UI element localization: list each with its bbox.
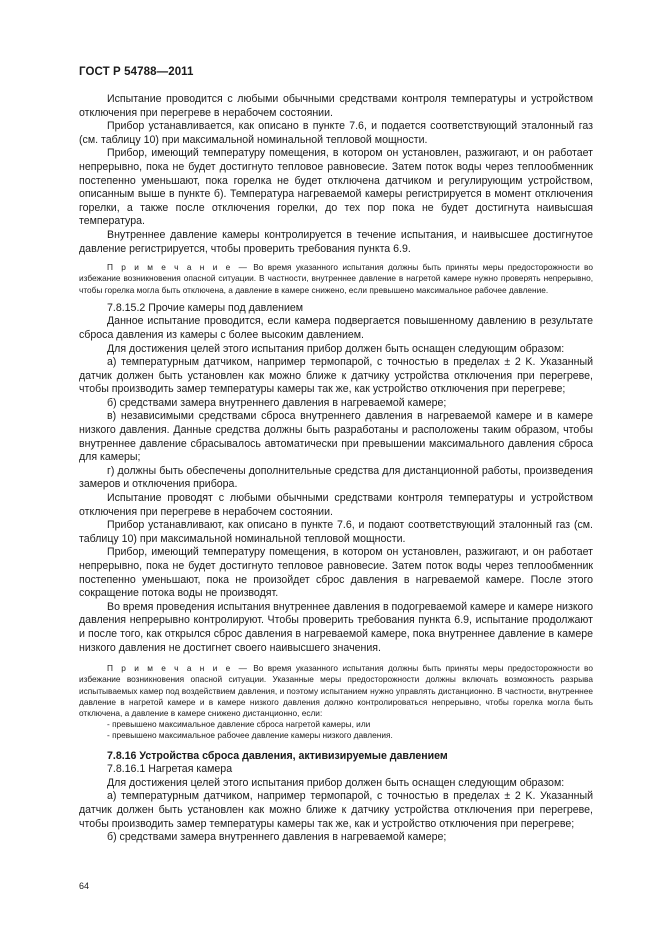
note-text: Во время указанного испытания должны быть приняты меры предосторожности во избежание возникновения опасной ситуации. Указанные меры предосторожности должны включать возможность разрыва испытываемых камер под воздействием давления, и поэтому испытанием нужно управлять дистанционно. В частности, внутреннее давление в нагретой камере и в камере низкого давления должно контролироваться непрерывно, чтобы горелка могла быть отключена, а давление в камере снижено дистанционно, если: <box>79 663 593 718</box>
note-text: Во время указанного испытания должны быть приняты меры предосторожности во избежание возникновения опасной ситуации. В частности, внутреннее давление в нагретой камере нужно проверять непрерывно, чтобы горелка могла быть отключена, а давление в камере снижено, если превышено максимальное рабочее давление. <box>79 262 593 295</box>
paragraph: Для достижения целей этого испытания прибор должен быть оснащен следующим образом: <box>107 776 565 789</box>
note-block <box>79 663 593 719</box>
paragraph: Испытание проводят с любыми обычными средствами контроля температуры и устройством отключения при перегреве в нерабочем состоянии. <box>79 492 593 518</box>
list-item: а) температурным датчиком, например термопарой, с точностью в пределах ± 2 K. Указанный датчик должен быть установлен как можно ближе к датчику устройства отключения при перегреве, чтобы производить замер температуры камеры так же, как устройство отключения при перегреве; <box>79 356 593 396</box>
note-list-item: - превышено максимальное рабочее давление камеры низкого давления. <box>107 730 393 741</box>
note-label: П р и м е ч а н и е — <box>107 663 249 674</box>
subsection-heading: 7.8.16.1 Нагретая камера <box>107 763 233 776</box>
paragraph: Для достижения целей этого испытания прибор должен быть оснащен следующим образом: <box>107 342 565 355</box>
list-item: а) температурным датчиком, например термопарой, с точностью в пределах ± 2 K. Указанный датчик должен быть установлен как можно ближе к датчику устройства отключения при перегреве, чтобы производить замер температуры камеры так же, как и устройство отключения при перегреве; <box>79 790 593 830</box>
page-number: 64 <box>79 881 90 891</box>
paragraph: Во время проведения испытания внутреннее давления в подогреваемой камере и камере низкого давления непрерывно контролируют. Чтобы проверить требования пункта 6.9, испытание продолжают и после того, как открылся сброс давления в нагреваемой камере, пока внутреннее давление в камере низкого давления не достигнет своего наивысшего значения. <box>79 600 593 654</box>
list-item: в) независимыми средствами сброса внутреннего давления в нагреваемой камере и в камере низкого давления. Данные средства должны быть разработаны и расположены таким образом, чтобы внутреннее давление сбрасывалось автоматически при превышении максимального давления сброса для камеры; <box>79 410 593 464</box>
paragraph: Прибор, имеющий температуру помещения, в котором он установлен, разжигают, и он работает непрерывно, пока не будет достигнуто тепловое равновесие. Затем поток воды через теплообменник постепенно уменьшают, пока не произойдет сброс давления в нагреваемой камере. После этого сокращение потока воды не производят. <box>79 546 593 600</box>
note-block <box>79 262 593 296</box>
paragraph: Прибор устанавливается, как описано в пункте 7.6, и подается соответствующий эталонный газ (см. таблицу 10) при максимальной номинальной тепловой мощности. <box>79 120 593 146</box>
list-item: г) должны быть обеспечены дополнительные средства для дистанционной работы, произведения замеров и отключения прибора. <box>79 464 593 491</box>
section-heading: 7.8.15.2 Прочие камеры под давлением <box>107 301 304 314</box>
document-body <box>79 93 593 845</box>
list-item: б) средствами замера внутреннего давления в нагреваемой камере; <box>107 396 447 409</box>
paragraph: Данное испытание проводится, если камера подвергается повышенному давлению в результате сброса давления из камеры с более высоким давлением. <box>79 315 593 341</box>
standard-code-header: ГОСТ Р 54788—2011 <box>79 66 194 78</box>
paragraph: Прибор, имеющий температуру помещения, в котором он установлен, разжигают, и он работает непрерывно, пока не будет достигнуто тепловое равновесие. Затем поток воды через теплообменник постепенно уменьшают, пока горелка не будет отключена датчиком и регулирующим устройством, описанным выше в пункте б). Температура нагреваемой камеры регистрируется в момент отключения горелки, а также после отключения горелки, до тех пор пока не будет достигнута наивысшая температура. <box>79 147 593 228</box>
section-heading: 7.8.16 Устройства сброса давления, активизируемые давлением <box>107 749 448 762</box>
paragraph: Испытание проводится с любыми обычными средствами контроля температуры и устройством отключения при перегреве в нерабочем состоянии. <box>79 93 593 119</box>
paragraph: Внутреннее давление камеры контролируется в течение испытания, и наивысшее достигнутое давление регистрируется, чтобы проверить требования пункта 6.9. <box>79 228 593 255</box>
note-label: П р и м е ч а н и е — <box>107 262 249 273</box>
list-item: б) средствами замера внутреннего давления в нагреваемой камере; <box>107 831 447 844</box>
note-list-item: - превышено максимальное давление сброса нагретой камеры, или <box>107 719 371 730</box>
paragraph: Прибор устанавливают, как описано в пункте 7.6, и подают соответствующий эталонный газ (см. таблицу 10) при максимальной номинальной тепловой мощности. <box>79 519 593 545</box>
